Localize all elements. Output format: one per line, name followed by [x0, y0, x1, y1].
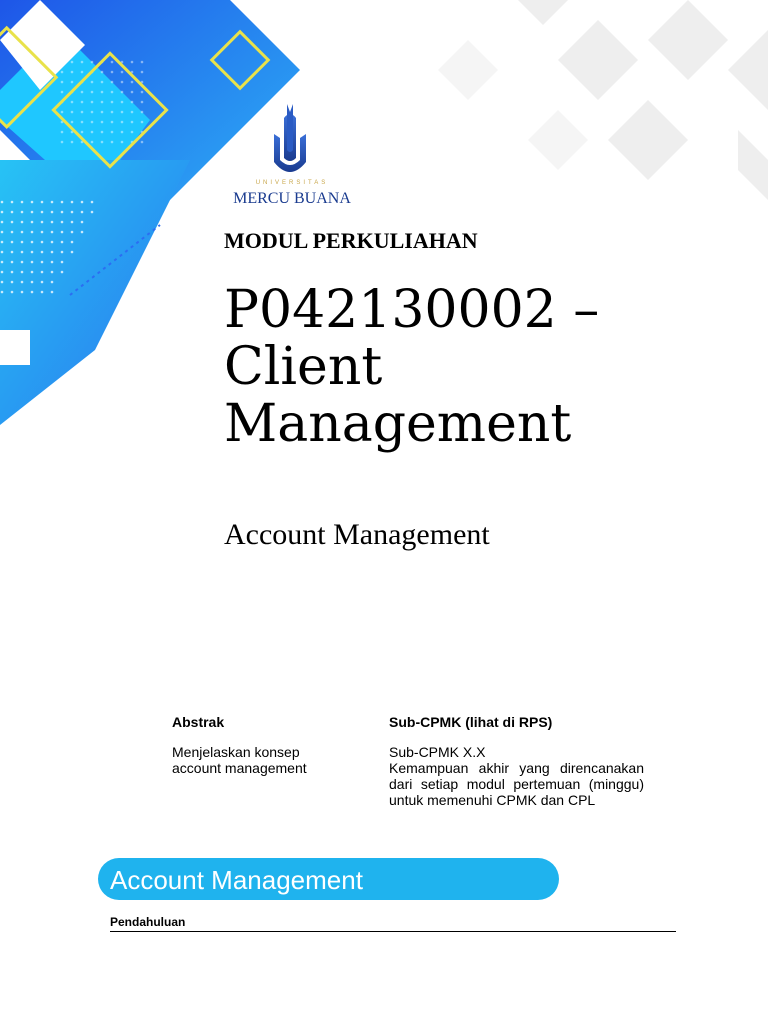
course-title-line-1: P042130002 –: [224, 280, 600, 340]
abstract-text: Menjelaskan konsep account management: [172, 744, 307, 776]
section-heading: Pendahuluan: [110, 915, 186, 929]
logo-name: MERCU BUANA: [233, 190, 351, 207]
sub-cpmk-heading: Sub-CPMK (lihat di RPS): [389, 714, 553, 730]
abstract-heading: Abstrak: [172, 714, 225, 730]
heading-underline-divider: [110, 931, 676, 932]
abstract-section: [172, 714, 347, 776]
sub-cpmk-section: [389, 714, 644, 808]
university-emblem-icon: [268, 104, 312, 178]
module-label: MODUL PERKULIAHAN: [224, 228, 478, 253]
course-title-line-3: Management: [224, 394, 572, 454]
university-logo: [222, 102, 362, 212]
decorative-gray-pattern-right: [368, 0, 768, 230]
module-subtitle: Account Management: [224, 518, 490, 551]
course-title: [224, 282, 744, 453]
section-banner: Account Management: [98, 858, 559, 900]
sub-cpmk-code: Sub-CPMK X.X: [389, 744, 486, 760]
sub-cpmk-text: Kemampuan akhir yang direncanakan dari setiap modul pertemuan (minggu) untuk memenuhi CPMK dan CPL: [389, 760, 644, 808]
logo-subtitle: UNIVERSITAS: [255, 180, 329, 186]
course-title-line-2: Client: [224, 337, 383, 397]
